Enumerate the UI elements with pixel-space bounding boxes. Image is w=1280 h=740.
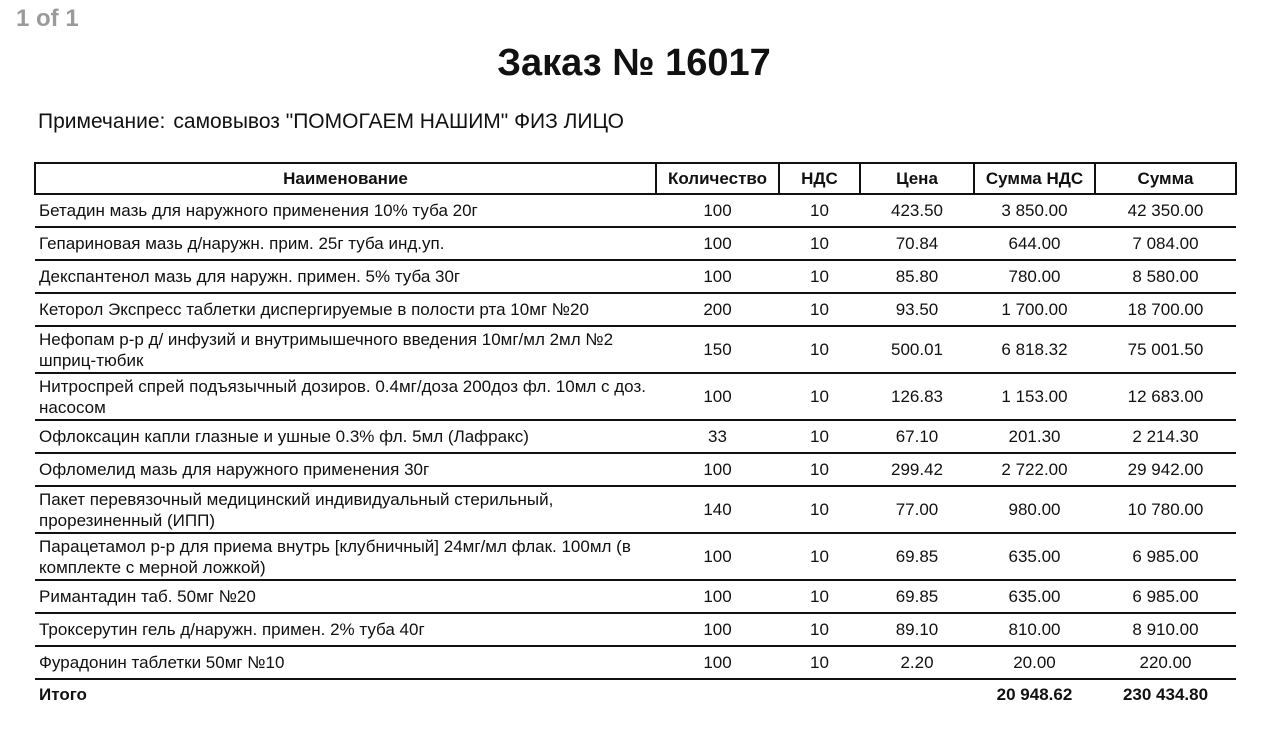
- cell-quantity: 100: [656, 227, 779, 260]
- cell-price: 93.50: [860, 293, 974, 326]
- cell-vat-sum: 644.00: [974, 227, 1095, 260]
- cell-name: Офлоксацин капли глазные и ушные 0.3% фл. 5мл (Лафракс): [35, 420, 656, 453]
- cell-vat: 10: [779, 260, 860, 293]
- column-header-vat: НДС: [779, 163, 860, 194]
- cell-name: Декспантенол мазь для наружн. примен. 5% туба 30г: [35, 260, 656, 293]
- cell-vat-sum: 810.00: [974, 613, 1095, 646]
- cell-name: Троксерутин гель д/наружн. примен. 2% туба 40г: [35, 613, 656, 646]
- cell-name: Гепариновая мазь д/наружн. прим. 25г туба инд.уп.: [35, 227, 656, 260]
- cell-sum: 8 580.00: [1095, 260, 1236, 293]
- cell-sum: 6 985.00: [1095, 580, 1236, 613]
- note-value: самовывоз "ПОМОГАЕМ НАШИМ" ФИЗ ЛИЦО: [173, 110, 624, 133]
- table-row: [35, 260, 1236, 293]
- page-counter: 1 of 1: [16, 5, 79, 32]
- cell-vat: 10: [779, 293, 860, 326]
- cell-sum: 42 350.00: [1095, 194, 1236, 227]
- cell-price: 2.20: [860, 646, 974, 679]
- table-row: [35, 613, 1236, 646]
- cell-quantity: 100: [656, 453, 779, 486]
- cell-vat: 10: [779, 373, 860, 420]
- cell-price: 299.42: [860, 453, 974, 486]
- cell-vat-sum: 635.00: [974, 533, 1095, 580]
- cell-quantity: 100: [656, 533, 779, 580]
- cell-price: 77.00: [860, 486, 974, 533]
- cell-vat: 10: [779, 194, 860, 227]
- cell-sum: 220.00: [1095, 646, 1236, 679]
- cell-name: Фурадонин таблетки 50мг №10: [35, 646, 656, 679]
- cell-price: 85.80: [860, 260, 974, 293]
- cell-vat-sum: 2 722.00: [974, 453, 1095, 486]
- cell-price: 500.01: [860, 326, 974, 373]
- cell-name: Кеторол Экспресс таблетки диспергируемые в полости рта 10мг №20: [35, 293, 656, 326]
- cell-vat-sum: 1 700.00: [974, 293, 1095, 326]
- cell-quantity: 100: [656, 613, 779, 646]
- cell-vat-sum: 980.00: [974, 486, 1095, 533]
- total-label: Итого: [39, 684, 87, 704]
- column-header-sum: Сумма: [1095, 163, 1236, 194]
- cell-name: Нитроспрей спрей подъязычный дозиров. 0.4мг/доза 200доз фл. 10мл с доз. насосом: [35, 373, 656, 420]
- cell-vat: 10: [779, 646, 860, 679]
- cell-sum: 18 700.00: [1095, 293, 1236, 326]
- note-label: Примечание:: [38, 110, 166, 133]
- cell-vat-sum: 201.30: [974, 420, 1095, 453]
- cell-price: 69.85: [860, 533, 974, 580]
- cell-name: Пакет перевязочный медицинский индивидуальный стерильный, прорезиненный (ИПП): [35, 486, 656, 533]
- cell-price: 67.10: [860, 420, 974, 453]
- cell-name: Нефопам р-р д/ инфузий и внутримышечного введения 10мг/мл 2мл №2 шприц-тюбик: [35, 326, 656, 373]
- cell-sum: 10 780.00: [1095, 486, 1236, 533]
- cell-sum: 7 084.00: [1095, 227, 1236, 260]
- cell-sum: 12 683.00: [1095, 373, 1236, 420]
- cell-price: 423.50: [860, 194, 974, 227]
- table-row: [35, 420, 1236, 453]
- cell-quantity: 100: [656, 194, 779, 227]
- cell-quantity: 100: [656, 580, 779, 613]
- cell-price: 69.85: [860, 580, 974, 613]
- total-vat-sum: 20 948.62: [996, 684, 1073, 704]
- cell-sum: 2 214.30: [1095, 420, 1236, 453]
- order-note: [38, 110, 624, 134]
- column-header-name: Наименование: [35, 163, 656, 194]
- cell-quantity: 100: [656, 646, 779, 679]
- table-header-row: [35, 163, 1236, 194]
- cell-quantity: 140: [656, 486, 779, 533]
- table-row: [35, 194, 1236, 227]
- cell-name: Офломелид мазь для наружного применения 30г: [35, 453, 656, 486]
- order-title: Заказ № 16017: [497, 42, 771, 84]
- cell-price: 70.84: [860, 227, 974, 260]
- cell-vat-sum: 780.00: [974, 260, 1095, 293]
- cell-quantity: 33: [656, 420, 779, 453]
- column-header-vat-sum: Сумма НДС: [974, 163, 1095, 194]
- cell-vat: 10: [779, 580, 860, 613]
- table-row: [35, 646, 1236, 679]
- cell-vat: 10: [779, 613, 860, 646]
- total-row: [35, 679, 1236, 708]
- cell-quantity: 100: [656, 373, 779, 420]
- column-header-quantity: Количество: [656, 163, 779, 194]
- cell-vat-sum: 1 153.00: [974, 373, 1095, 420]
- cell-name: Бетадин мазь для наружного применения 10% туба 20г: [35, 194, 656, 227]
- cell-price: 126.83: [860, 373, 974, 420]
- table-row: [35, 486, 1236, 533]
- cell-vat-sum: 6 818.32: [974, 326, 1095, 373]
- cell-sum: 6 985.00: [1095, 533, 1236, 580]
- order-items-table: [34, 162, 1237, 708]
- cell-vat: 10: [779, 533, 860, 580]
- cell-vat: 10: [779, 326, 860, 373]
- cell-name: Римантадин таб. 50мг №20: [35, 580, 656, 613]
- table-row: [35, 326, 1236, 373]
- cell-sum: 29 942.00: [1095, 453, 1236, 486]
- table-row: [35, 373, 1236, 420]
- cell-quantity: 200: [656, 293, 779, 326]
- cell-quantity: 100: [656, 260, 779, 293]
- cell-vat: 10: [779, 486, 860, 533]
- cell-sum: 8 910.00: [1095, 613, 1236, 646]
- column-header-price: Цена: [860, 163, 974, 194]
- cell-price: 89.10: [860, 613, 974, 646]
- cell-sum: 75 001.50: [1095, 326, 1236, 373]
- cell-vat: 10: [779, 453, 860, 486]
- table-row: [35, 580, 1236, 613]
- cell-vat: 10: [779, 227, 860, 260]
- table-row: [35, 453, 1236, 486]
- cell-name: Парацетамол р-р для приема внутрь [клубничный] 24мг/мл флак. 100мл (в комплекте с мерной ложкой): [35, 533, 656, 580]
- cell-vat-sum: 20.00: [974, 646, 1095, 679]
- total-sum: 230 434.80: [1122, 684, 1209, 704]
- table-row: [35, 293, 1236, 326]
- cell-vat: 10: [779, 420, 860, 453]
- cell-vat-sum: 3 850.00: [974, 194, 1095, 227]
- table-row: [35, 227, 1236, 260]
- cell-quantity: 150: [656, 326, 779, 373]
- cell-vat-sum: 635.00: [974, 580, 1095, 613]
- table-row: [35, 533, 1236, 580]
